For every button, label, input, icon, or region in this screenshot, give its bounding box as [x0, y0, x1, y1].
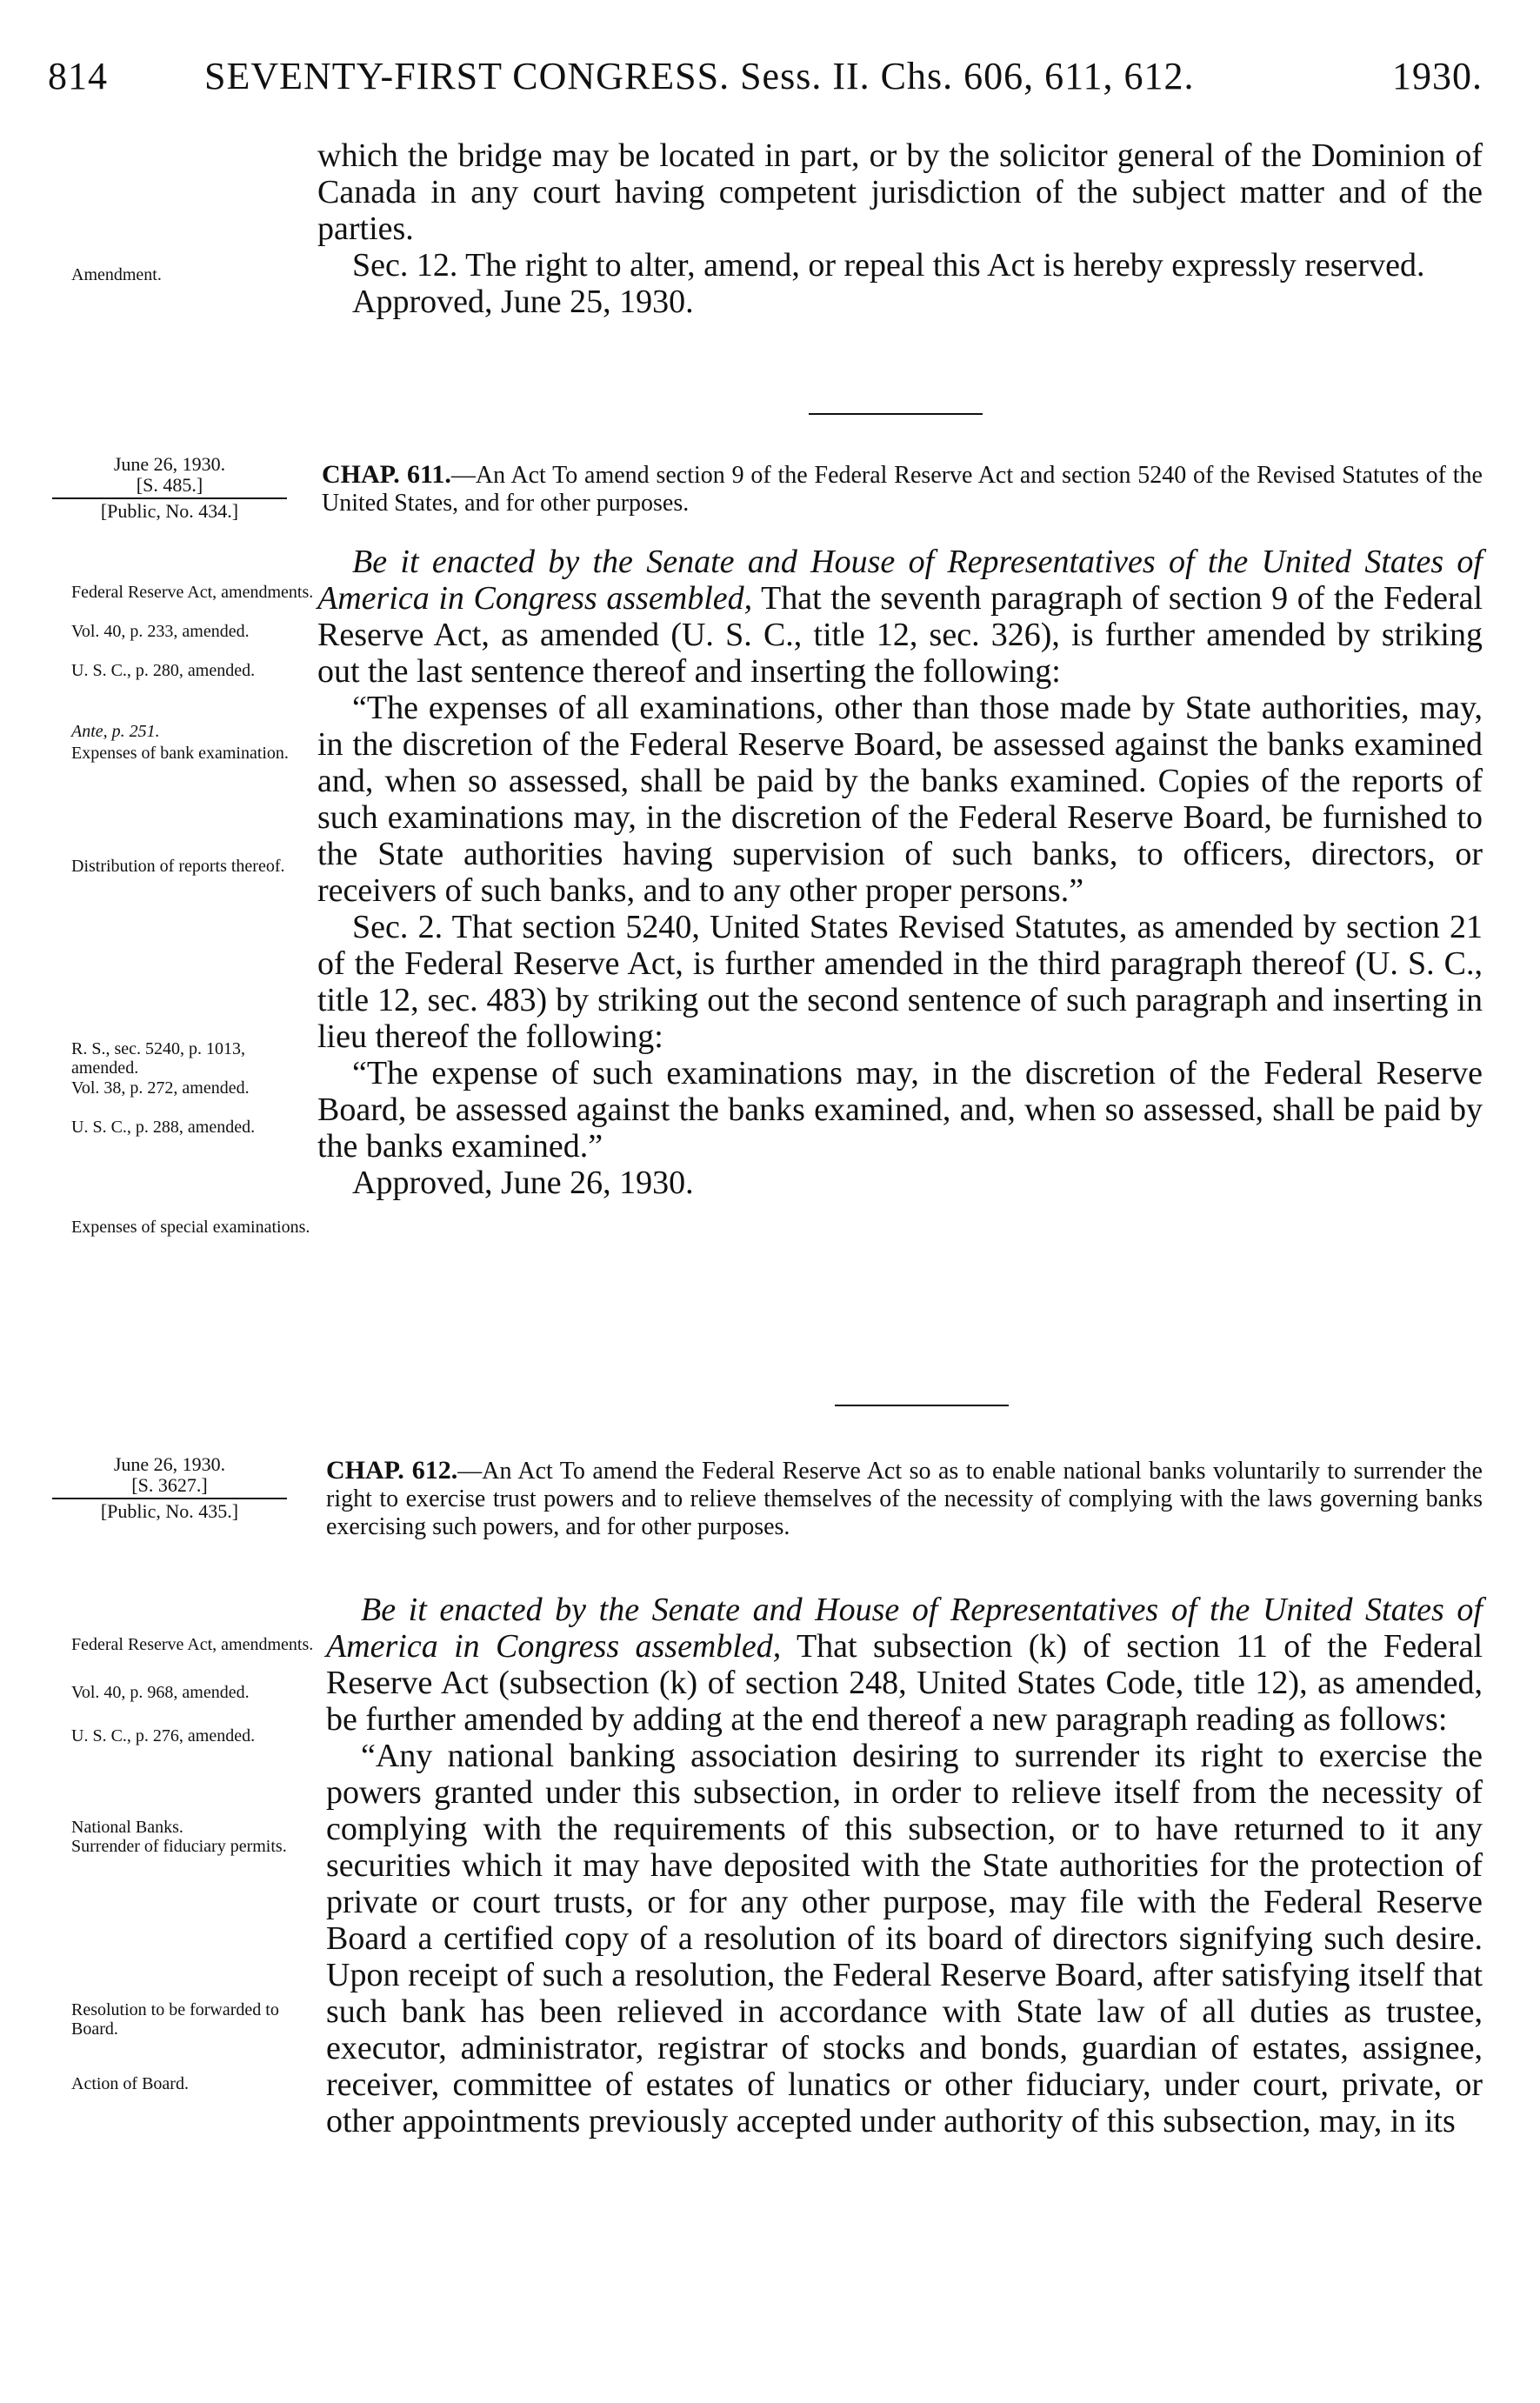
margin-note: Vol. 38, p. 272, amended. [71, 1078, 250, 1098]
margin-note: Resolution to be forwarded to Board. [71, 2000, 279, 2039]
chap-612-enacting-clause: Be it enacted by the Senate and House of Representatives of the United States of America in Congress assembled, [326, 1592, 1483, 1665]
dateblock-rule [52, 1498, 287, 1499]
chap-611-bill: [S. 485.] [136, 474, 203, 496]
margin-note: Ante, p. 251. [71, 722, 160, 741]
section-divider [835, 1405, 1009, 1406]
approved-june-25: Approved, June 25, 1930. [352, 284, 694, 320]
margin-note: Expenses of bank examination. [71, 744, 289, 763]
chap-611-para2: “The expenses of all examinations, other than those made by State authorities, may, in the discretion of the Federal Reserve Board, be assessed against the banks examined and, when so assessed, shall be paid by the banks examined. Copies of the reports of such examinations may, in the discretion of the Federal Reserve Board, be furnished to the State authorities having supervision of such banks, to officers, directors, or receivers of such banks, and to any other proper persons.” [317, 690, 1483, 909]
margin-note: National Banks. [71, 1818, 183, 1837]
chap-611-title-text: —An Act To amend section 9 of the Federal Reserve Act and section 5240 of the Revised Statutes of the United States, and for other purposes. [322, 462, 1483, 517]
chap-612-bill: [S. 3627.] [131, 1474, 208, 1496]
chap-611-dateblock [52, 454, 287, 522]
chap-612-public: [Public, No. 435.] [100, 1500, 239, 1522]
chap-612-heading: CHAP. 612. [326, 1456, 458, 1485]
margin-note: U. S. C., p. 276, amended. [71, 1726, 256, 1746]
continuation-text [317, 137, 1483, 320]
chap-611-heading: CHAP. 611. [322, 460, 451, 489]
section-12: Sec. 12. The right to alter, amend, or repeal this Act is hereby expressly reserved. [352, 247, 1425, 284]
chap-611-enacting-clause: Be it enacted by the Senate and House of Representatives of the United States of America in Congress assembled, [317, 544, 1483, 617]
margin-note: U. S. C., p. 280, amended. [71, 661, 256, 680]
chap-611-quote: “The expense of such examinations may, in the discretion of the Federal Reserve Board, be assessed against the banks examined, and, when so assessed, shall be paid by the banks examined.” [317, 1055, 1483, 1165]
chap-612-dateblock [52, 1454, 287, 1522]
chap-612-body [326, 1592, 1483, 2139]
margin-note: Federal Reserve Act, amendments. [71, 1635, 314, 1654]
chap-611-title [322, 461, 1483, 517]
chap-612-title-text: —An Act To amend the Federal Reserve Act so as to enable national banks voluntarily to surrender the right to exercise trust powers and to relieve themselves of the necessity of complying with the laws governing banks exercising such powers, and for other purposes. [326, 1458, 1483, 1540]
running-header [48, 54, 1483, 106]
margin-note: Vol. 40, p. 968, amended. [71, 1683, 250, 1702]
chap-612-para1: That subsection (k) of section 11 of the Federal Reserve Act (subsection (k) of section 248, United States Code, title 12), as amended, be further amended by adding at the end thereof a new paragraph reading as follows: [326, 1628, 1483, 1738]
header-title: SEVENTY-FIRST CONGRESS. Sess. II. Chs. 606, 611, 612. [204, 55, 1195, 97]
margin-note: Surrender of fiduciary permits. [71, 1837, 287, 1856]
chap-611-body [317, 544, 1483, 1201]
chap-612-date: June 26, 1930. [113, 1453, 226, 1475]
margin-note: U. S. C., p. 288, amended. [71, 1118, 256, 1137]
chap-611-para1: That the seventh paragraph of section 9 of the Federal Reserve Act, as amended (U. S. C., title 12, sec. 326), is further amended by striking out the last sentence thereof and inserting the following: [317, 580, 1483, 690]
margin-note: Expenses of special examinations. [71, 1218, 310, 1237]
chap-611-date: June 26, 1930. [113, 453, 226, 475]
chap-611-section-2: Sec. 2. That section 5240, United States Revised Statutes, as amended by section 21 of the Federal Reserve Act, is further amended in the third paragraph thereof (U. S. C., title 12, sec. 483) by striking out the second sentence of such paragraph and inserting in lieu thereof the following: [317, 909, 1483, 1055]
page-number: 814 [48, 55, 108, 97]
dateblock-rule [52, 497, 287, 499]
margin-amendment: Amendment. [71, 265, 162, 284]
header-year: 1930. [1392, 55, 1483, 97]
margin-note: Federal Reserve Act, amendments. [71, 583, 314, 602]
chap-612-title [326, 1457, 1483, 1541]
margin-note: Action of Board. [71, 2074, 189, 2093]
section-divider [809, 413, 983, 415]
margin-note: Vol. 40, p. 233, amended. [71, 622, 250, 641]
chap-612-para2: “Any national banking association desiring to surrender its right to exercise the powers granted under this subsection, in order to relieve itself from the necessity of complying with the requirements of this subsection, or to have returned to it any securities which it may have deposited with the State authorities for the protection of private or court trusts, or for any other purpose, may file with the Federal Reserve Board a certified copy of a resolution of its board of directors signifying such desire. Upon receipt of such a resolution, the Federal Reserve Board, after satisfying itself that such bank has been relieved in accordance with State law of all duties as trustee, executor, administrator, registrar of stocks and bonds, guardian of estates, assignee, receiver, committee of estates of lunatics or other fiduciary, under court, private, or other appointments previously accepted under authority of this subsection, may, in its [326, 1738, 1483, 2139]
chap-611-public: [Public, No. 434.] [100, 500, 239, 522]
margin-note: R. S., sec. 5240, p. 1013, amended. [71, 1039, 245, 1078]
margin-note: Distribution of reports thereof. [71, 857, 285, 876]
approved-june-26-chap-611: Approved, June 26, 1930. [352, 1165, 694, 1201]
continuation-paragraph: which the bridge may be located in part, or by the solicitor general of the Dominion of Canada in any court having competent jurisdiction of the subject matter and of the parties. [317, 137, 1483, 247]
